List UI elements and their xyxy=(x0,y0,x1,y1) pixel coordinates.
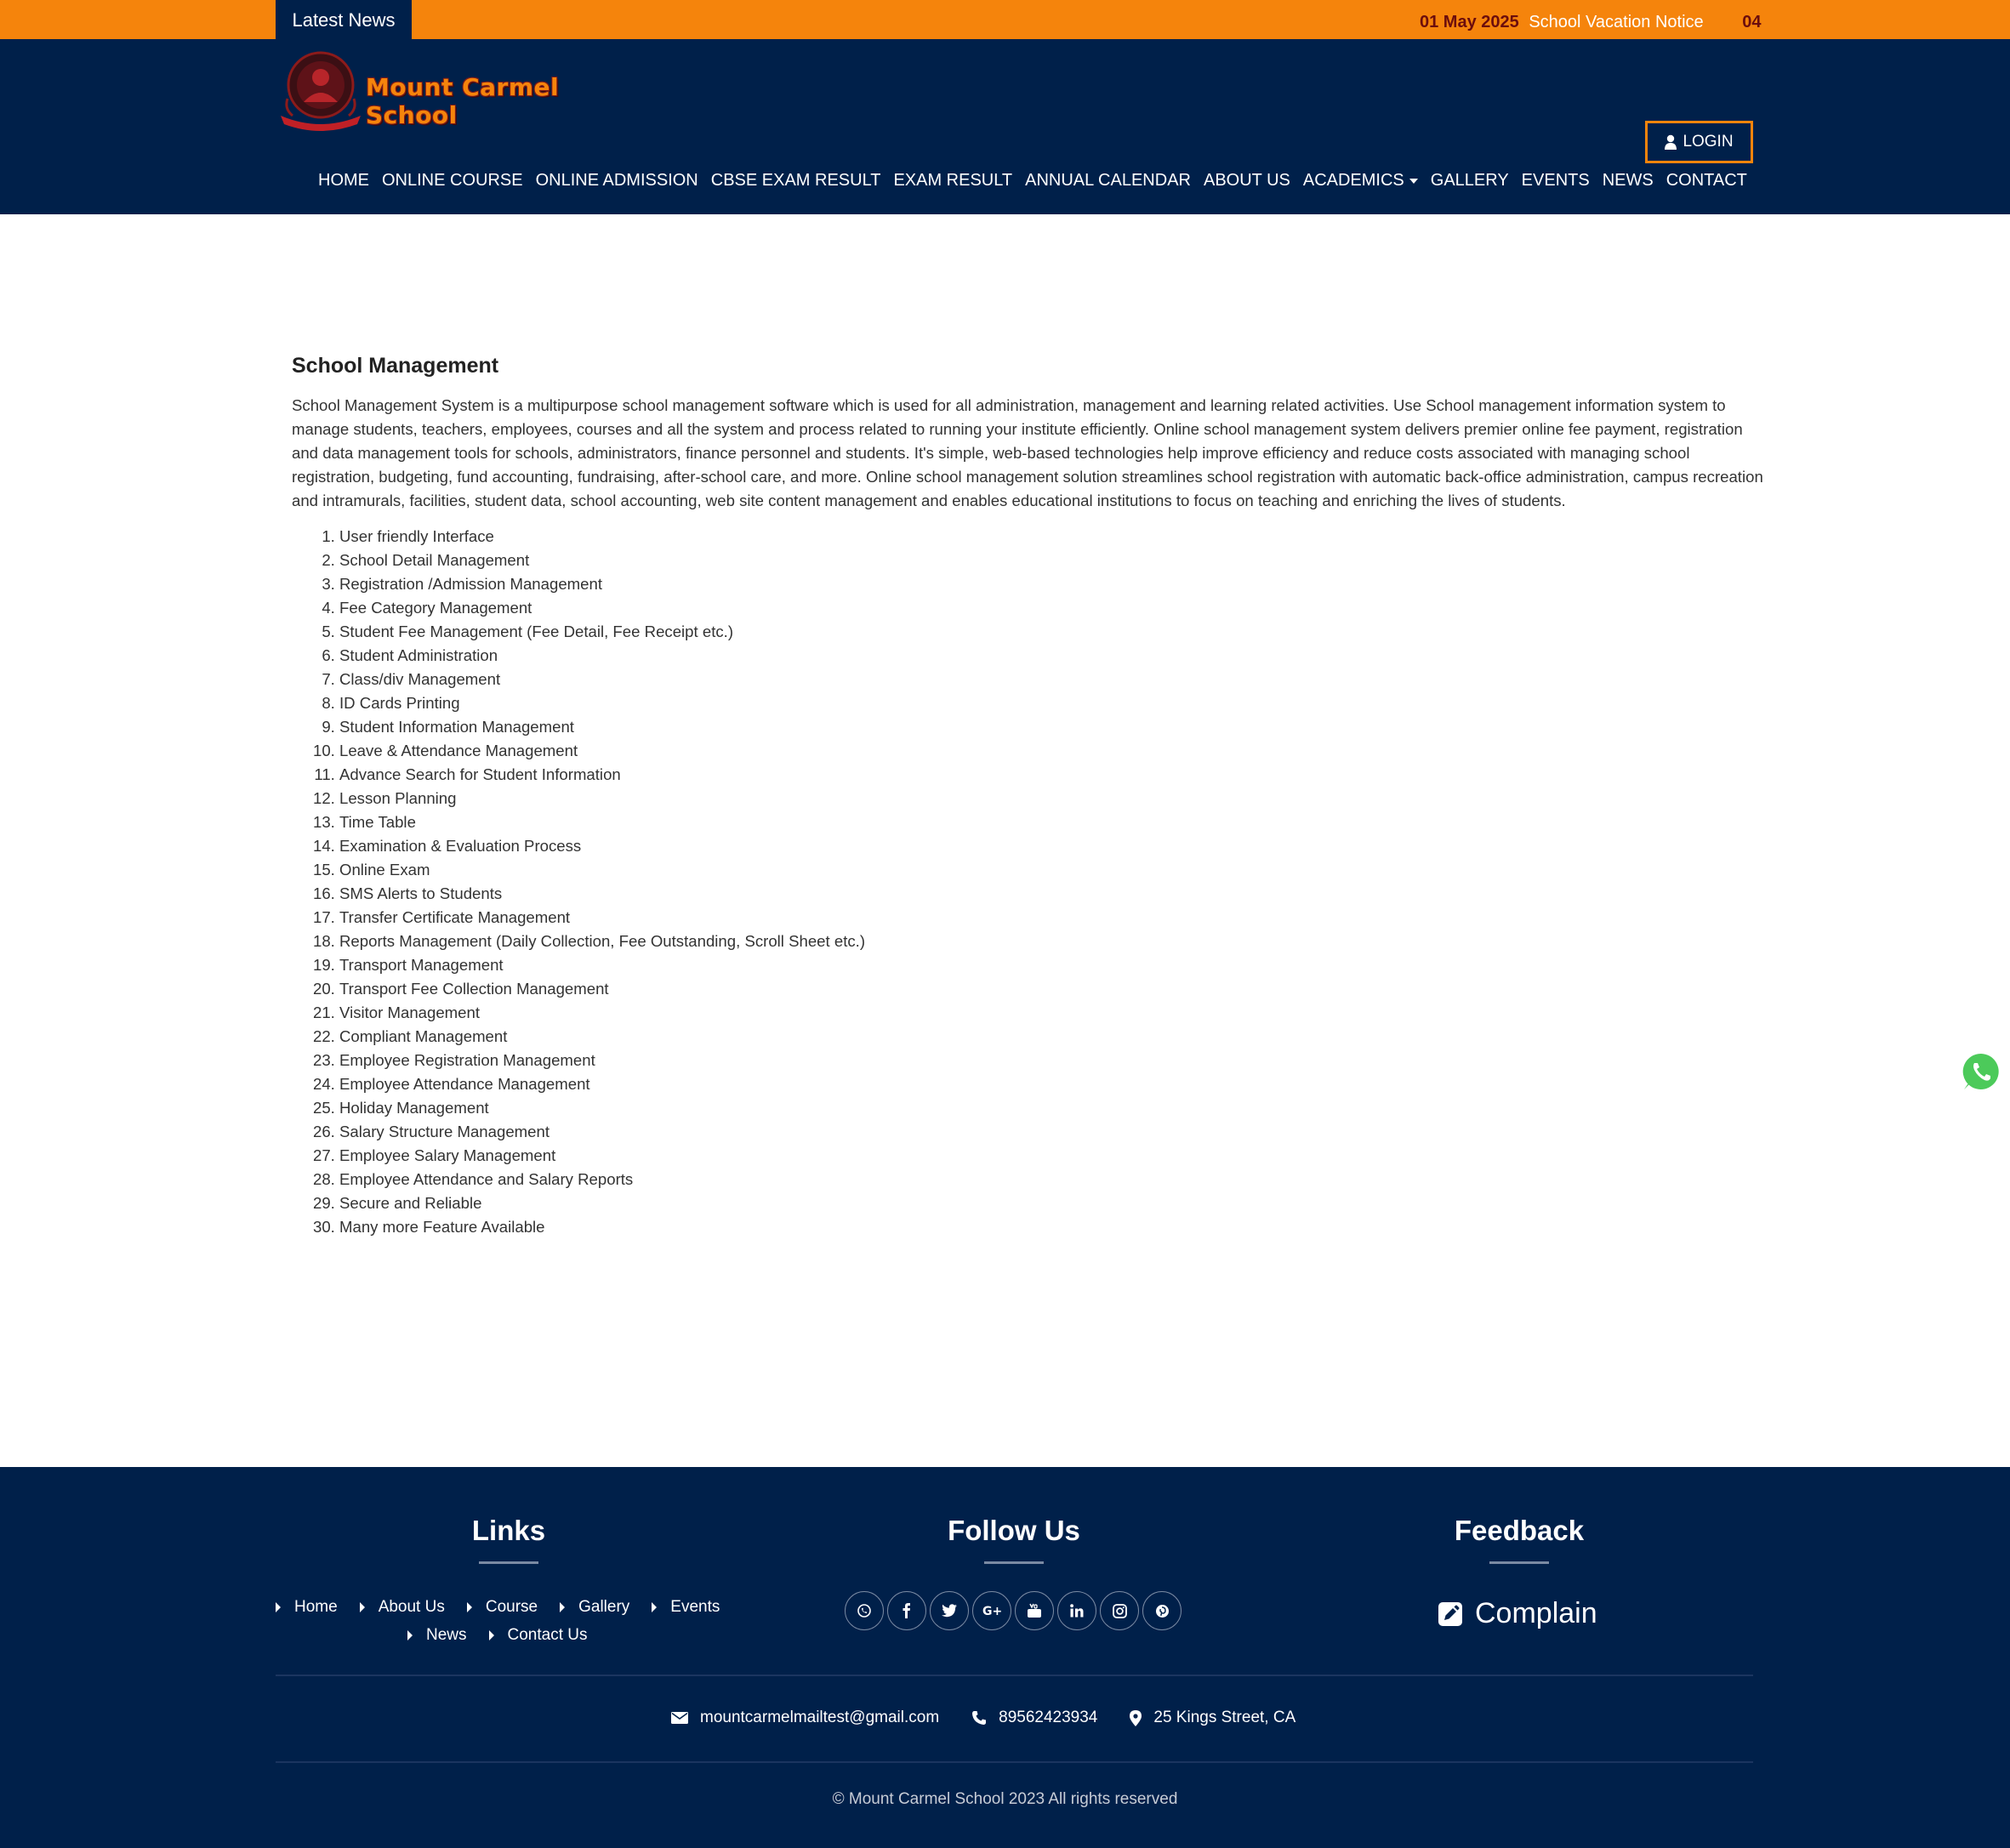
news-title[interactable]: School Vacation Notice xyxy=(1529,13,1704,31)
nav-home[interactable]: HOME xyxy=(318,171,369,190)
footer-link-label: Gallery xyxy=(578,1598,630,1616)
links-heading-underline xyxy=(479,1561,538,1564)
twitter-icon[interactable] xyxy=(930,1591,969,1630)
list-item: 6. Student Administration xyxy=(339,644,1772,668)
footer-address xyxy=(1130,1709,1295,1727)
list-item: 29. Secure and Reliable xyxy=(339,1191,1772,1215)
caret-right-icon xyxy=(489,1630,494,1640)
phone-icon xyxy=(971,1710,987,1726)
follow-us-heading: Follow Us xyxy=(948,1515,1080,1546)
footer-link-news[interactable] xyxy=(407,1626,467,1645)
nav-academics-label: ACADEMICS xyxy=(1302,171,1404,190)
footer-link-label: Events xyxy=(670,1598,720,1616)
footer-link-label: Home xyxy=(294,1598,338,1616)
user-icon xyxy=(1665,134,1677,150)
list-item: 2. School Detail Management xyxy=(339,549,1772,572)
list-item: 18. Reports Management (Daily Collection, Fee Outstanding, Scroll Sheet etc.) xyxy=(339,930,1772,953)
footer-links-row-1 xyxy=(276,1598,742,1617)
list-item: 15. Online Exam xyxy=(339,858,1772,882)
main-content xyxy=(292,354,1772,1239)
footer-link-about-us[interactable] xyxy=(360,1598,445,1617)
caret-right-icon xyxy=(652,1602,657,1612)
footer-address-text: 25 Kings Street, CA xyxy=(1153,1709,1296,1726)
nav-news[interactable]: NEWS xyxy=(1602,171,1654,190)
footer-link-home[interactable] xyxy=(276,1598,338,1617)
feedback-heading-underline xyxy=(1489,1561,1549,1564)
footer-link-contact-us[interactable] xyxy=(489,1626,588,1645)
footer-phone[interactable] xyxy=(971,1709,1097,1727)
footer-link-gallery[interactable] xyxy=(560,1598,629,1617)
footer-email-text: mountcarmelmailtest@gmail.com xyxy=(700,1709,940,1726)
map-marker-icon xyxy=(1130,1710,1142,1726)
footer-links-row-2 xyxy=(407,1626,610,1645)
links-heading: Links xyxy=(471,1515,546,1546)
list-item: 21. Visitor Management xyxy=(339,1001,1772,1025)
list-item: 12. Lesson Planning xyxy=(339,787,1772,810)
caret-right-icon xyxy=(276,1602,281,1612)
footer-link-label: Course xyxy=(485,1598,538,1616)
footer-link-label: About Us xyxy=(378,1598,445,1616)
news-date[interactable]: 01 May 2025 xyxy=(1420,13,1519,31)
list-item: 10. Leave & Attendance Management xyxy=(339,739,1772,763)
social-links xyxy=(845,1591,1185,1630)
feature-list xyxy=(292,525,1772,1239)
follow-us-heading-underline xyxy=(984,1561,1044,1564)
intro-paragraph: School Management System is a multipurpose school management software which is used for all administration, management and learning related activities. Use School management information system to manage students, teachers, employees, courses and all the system and process related to running your institute efficiently. Online school management system delivers premier online fee payment, registration and data management tools for schools, administrators, finance personnel and students. It's simple, web-based technologies help improve efficiency and reduce costs associated with managing school registration, budgeting, fund accounting, fundraising, after-school care, and more. Online school management solution streamlines school registration with automatic back-office administration, campus recreation and intramurals, facilities, student data, school accounting, web site content management and enables educational institutions to focus on teaching and enriching the lives of students. xyxy=(292,396,1763,509)
nav-online-admission[interactable]: ONLINE ADMISSION xyxy=(535,171,698,190)
list-item: 9. Student Information Management xyxy=(339,715,1772,739)
main-nav xyxy=(318,163,1760,197)
list-item: 5. Student Fee Management (Fee Detail, Fee Receipt etc.) xyxy=(339,620,1772,644)
whatsapp-float-icon[interactable] xyxy=(1961,1051,2001,1092)
caret-right-icon xyxy=(360,1602,365,1612)
whatsapp-icon[interactable] xyxy=(845,1591,884,1630)
list-item: 8. ID Cards Printing xyxy=(339,691,1772,715)
footer-link-events[interactable] xyxy=(652,1598,720,1617)
instagram-icon[interactable] xyxy=(1100,1591,1139,1630)
list-item: 19. Transport Management xyxy=(339,953,1772,977)
list-item: 22. Compliant Management xyxy=(339,1025,1772,1049)
caret-right-icon xyxy=(467,1602,472,1612)
list-item: 27. Employee Salary Management xyxy=(339,1144,1772,1168)
caret-down-icon xyxy=(1409,179,1418,184)
envelope-icon xyxy=(671,1711,688,1725)
nav-about-us[interactable]: ABOUT US xyxy=(1203,171,1290,190)
school-emblem-icon xyxy=(276,49,366,131)
footer-contact-info xyxy=(671,1709,1328,1727)
list-item: 11. Advance Search for Student Information xyxy=(339,763,1772,787)
news-ticker[interactable] xyxy=(1420,0,1762,39)
footer-link-label: News xyxy=(426,1626,467,1644)
facebook-icon[interactable] xyxy=(887,1591,926,1630)
news-date[interactable]: 04 xyxy=(1742,13,1762,31)
youtube-icon[interactable] xyxy=(1015,1591,1054,1630)
footer-link-course[interactable] xyxy=(467,1598,538,1617)
logo-text: Mount Carmel School xyxy=(366,73,560,129)
list-item: 23. Employee Registration Management xyxy=(339,1049,1772,1072)
footer-divider xyxy=(276,1761,1753,1763)
svg-text:G+: G+ xyxy=(982,1605,1003,1618)
list-item: 7. Class/div Management xyxy=(339,668,1772,691)
copyright-text: © Mount Carmel School 2023 All rights reserved xyxy=(832,1790,1178,1808)
list-item: 20. Transport Fee Collection Management xyxy=(339,977,1772,1001)
latest-news-label: Latest News xyxy=(276,0,412,39)
nav-contact[interactable]: CONTACT xyxy=(1666,171,1747,190)
footer-phone-text: 89562423934 xyxy=(999,1709,1098,1726)
pinterest-icon[interactable] xyxy=(1142,1591,1182,1630)
nav-exam-result[interactable]: EXAM RESULT xyxy=(893,171,1013,190)
list-item: 16. SMS Alerts to Students xyxy=(339,882,1772,906)
list-item: 3. Registration /Admission Management xyxy=(339,572,1772,596)
login-button[interactable] xyxy=(1645,121,1753,163)
login-label: LOGIN xyxy=(1683,133,1734,151)
list-item: 14. Examination & Evaluation Process xyxy=(339,834,1772,858)
nav-events[interactable]: EVENTS xyxy=(1521,171,1590,190)
list-item: 28. Employee Attendance and Salary Reports xyxy=(339,1168,1772,1191)
feedback-heading: Feedback xyxy=(1454,1515,1585,1546)
list-item: 17. Transfer Certificate Management xyxy=(339,906,1772,930)
nav-gallery[interactable]: GALLERY xyxy=(1430,171,1509,190)
list-item: 24. Employee Attendance Management xyxy=(339,1072,1772,1096)
nav-academics-dropdown[interactable] xyxy=(1303,163,1418,197)
list-item: 25. Holiday Management xyxy=(339,1096,1772,1120)
nav-cbse-exam-result[interactable]: CBSE EXAM RESULT xyxy=(710,171,881,190)
list-item: 1. User friendly Interface xyxy=(339,525,1772,549)
complain-label: Complain xyxy=(1475,1597,1597,1629)
page-title: School Management xyxy=(292,354,499,378)
list-item: 4. Fee Category Management xyxy=(339,596,1772,620)
google-plus-icon[interactable] xyxy=(972,1591,1011,1630)
complain-link[interactable] xyxy=(1438,1597,1597,1630)
linkedin-icon[interactable] xyxy=(1057,1591,1096,1630)
list-item: 13. Time Table xyxy=(339,810,1772,834)
list-item: 30. Many more Feature Available xyxy=(339,1215,1772,1239)
nav-online-course[interactable]: ONLINE COURSE xyxy=(382,171,523,190)
site-logo[interactable] xyxy=(276,49,633,131)
footer-divider xyxy=(276,1675,1753,1676)
edit-icon xyxy=(1438,1601,1463,1627)
caret-right-icon xyxy=(560,1602,565,1612)
news-bar xyxy=(0,0,2010,39)
footer-email[interactable] xyxy=(671,1709,939,1727)
nav-annual-calendar[interactable]: ANNUAL CALENDAR xyxy=(1025,171,1191,190)
caret-right-icon xyxy=(407,1630,413,1640)
list-item: 26. Salary Structure Management xyxy=(339,1120,1772,1144)
footer-link-label: Contact Us xyxy=(507,1626,588,1644)
